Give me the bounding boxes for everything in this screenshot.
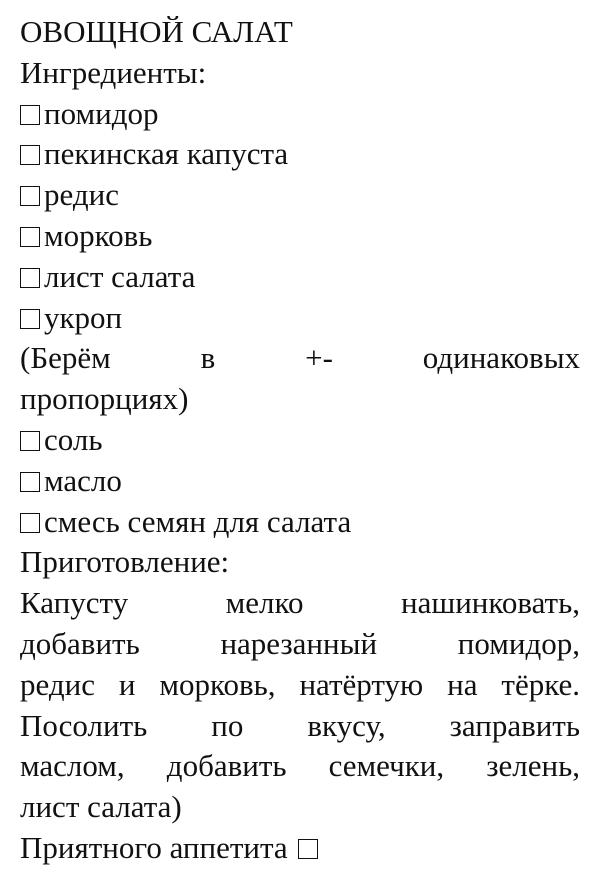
empty-checkbox-icon xyxy=(20,472,40,492)
closing-line xyxy=(20,828,580,869)
ingredient-item xyxy=(20,134,580,175)
ingredient-label: укроп xyxy=(44,299,123,335)
preparation-text-line: Посолить по вкусу, заправить xyxy=(20,707,580,743)
empty-checkbox-icon xyxy=(20,513,40,533)
recipe-title: ОВОЩНОЙ САЛАТ xyxy=(20,14,293,49)
empty-checkbox-icon xyxy=(20,186,40,206)
ingredient-item xyxy=(20,461,580,502)
preparation-text xyxy=(20,583,580,787)
ingredient-item xyxy=(20,94,580,135)
proportion-note-line: пропорциях) xyxy=(20,381,189,417)
preparation-text-line: редис и морковь, натёртую на тёрке. xyxy=(20,666,580,702)
ingredients-heading: Ингредиенты: xyxy=(20,54,207,90)
preparation-text-line: Капусту мелко нашинковать, xyxy=(20,585,580,621)
preparation-text-line: лист салата) xyxy=(20,789,182,825)
empty-checkbox-icon xyxy=(298,839,318,859)
ingredient-item xyxy=(20,216,580,257)
preparation-text-line: добавить нарезанный помидор, xyxy=(20,625,580,661)
preparation-text-line: маслом, добавить семечки, зелень, xyxy=(20,748,580,784)
preparation-heading: Приготовление: xyxy=(20,544,230,580)
empty-checkbox-icon xyxy=(20,227,40,247)
ingredient-label: смесь семян для салата xyxy=(44,503,352,539)
ingredient-item xyxy=(20,420,580,461)
empty-checkbox-icon xyxy=(20,309,40,329)
ingredient-item xyxy=(20,257,580,298)
ingredient-label: редис xyxy=(44,177,119,213)
ingredient-label: помидор xyxy=(44,95,159,131)
ingredient-label: лист салата xyxy=(44,258,196,294)
empty-checkbox-icon xyxy=(20,105,40,125)
ingredient-label: морковь xyxy=(44,217,153,253)
ingredient-label: масло xyxy=(44,462,122,498)
ingredient-item xyxy=(20,175,580,216)
empty-checkbox-icon xyxy=(20,268,40,288)
ingredient-label: пекинская капуста xyxy=(44,136,289,172)
empty-checkbox-icon xyxy=(20,431,40,451)
closing-text: Приятного аппетита xyxy=(20,829,288,865)
empty-checkbox-icon xyxy=(20,145,40,165)
ingredient-item xyxy=(20,298,580,339)
proportion-note-line: (Берём в +- одинаковых xyxy=(20,340,581,376)
ingredient-label: соль xyxy=(44,421,103,457)
ingredient-item xyxy=(20,502,580,543)
